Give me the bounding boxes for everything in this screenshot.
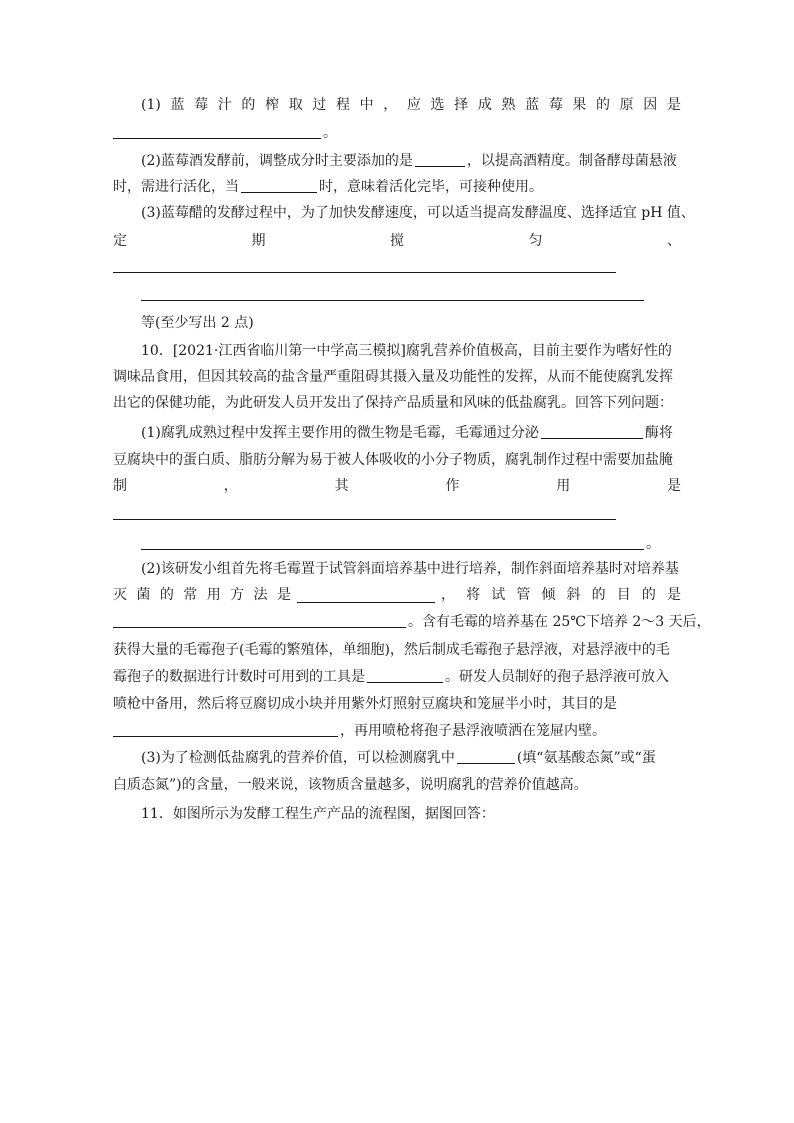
q10-part2-text: 获得大量的毛霉孢子(毛霉的繁殖体，单细胞)，然后制成毛霉孢子悬浮液，对悬浮液中的毛 xyxy=(113,642,670,658)
q9-part3-text: (3)蓝莓醋的发酵过程中，为了加快发酵速度，可以适当提高发酵温度、选择适宜 pH 值、 xyxy=(141,205,695,221)
spread-char: 榨 xyxy=(265,97,280,113)
q9-part2-line1 xyxy=(141,148,681,174)
q10-part2-text xyxy=(113,582,291,608)
spread-char: 方 xyxy=(230,587,245,603)
spread-char: 莓 xyxy=(194,97,209,113)
period: 。 xyxy=(646,536,660,552)
q10-part2-text: 喷枪中备用，然后将豆腐切成小块并用紫外灯照射豆腐块和笼屉半小时，其目的是 xyxy=(113,696,617,712)
q10-part2-line1 xyxy=(141,556,681,582)
q10-part2-line7 xyxy=(113,718,681,744)
q10-intro-line2 xyxy=(113,364,681,390)
answer-line[interactable] xyxy=(141,300,644,301)
spread-char: 蓝 xyxy=(525,97,540,113)
spread-char: 目 xyxy=(616,587,631,603)
spread-char: 常 xyxy=(183,587,198,603)
spread-char: 是 xyxy=(276,587,291,603)
q10-part1-text: 豆腐块中的蛋白质、脂肪分解为易于被人体吸收的小分子物质，腐乳制作过程中需要加盐腌 xyxy=(113,452,673,468)
q9-part3-line2 xyxy=(113,228,681,254)
spread-char: 匀 xyxy=(528,233,543,249)
spread-char: 作 xyxy=(445,478,460,494)
spread-char: 莓 xyxy=(548,97,563,113)
q10-part2-text: 。研发人员制好的孢子悬浮液可放入 xyxy=(445,669,669,685)
q9-part2-text: 时，意味着活化完毕，可接种使用。 xyxy=(319,179,543,195)
spread-char: 灭 xyxy=(113,587,127,603)
spread-char: ， xyxy=(223,478,238,494)
spread-char: 用 xyxy=(206,587,221,603)
spread-char: 的 xyxy=(641,587,656,603)
q10-part3-text: (3)为了检测低盐腐乳的营养价值，可以检测腐乳中 xyxy=(141,750,455,766)
q10-part3-line2 xyxy=(113,772,681,798)
q10-intro-line3 xyxy=(113,390,681,416)
spread-char: 的 xyxy=(591,587,606,603)
q10-part1-line4 xyxy=(141,531,681,557)
answer-blank[interactable] xyxy=(457,749,515,764)
q10-intro-text: 调味品食用，但因其较高的盐含量严重阻碍其摄入量及功能性的发挥，从而不能使腐乳发挥 xyxy=(113,369,673,385)
spread-char: 试 xyxy=(491,587,506,603)
spread-char: 的 xyxy=(596,97,611,113)
spread-char: 成 xyxy=(477,97,492,113)
spread-char: 原 xyxy=(619,97,634,113)
q10-part3-line1 xyxy=(141,745,681,771)
period: 。 xyxy=(323,125,337,141)
spread-char: ， xyxy=(441,587,455,603)
q10-part1-line1 xyxy=(141,420,681,446)
spread-char: 蓝 xyxy=(170,97,185,113)
spread-char: 斜 xyxy=(566,587,581,603)
spread-char: 菌 xyxy=(136,587,151,603)
spread-char: (1) xyxy=(141,97,161,113)
spread-char: 是 xyxy=(666,587,681,603)
q9-part3-line1 xyxy=(141,200,695,226)
q10-part1-text: (1)腐乳成熟过程中发挥主要作用的微生物是毛霉，毛霉通过分泌 xyxy=(141,425,539,441)
q10-part2-line3 xyxy=(113,609,711,635)
q10-part1-text: 酶将 xyxy=(644,425,673,441)
q10-part2-line5 xyxy=(113,664,681,690)
spread-char: 法 xyxy=(253,587,268,603)
spread-char: 程 xyxy=(335,97,350,113)
q10-part1-line3 xyxy=(113,473,681,499)
q9-part2-text: (2)蓝莓酒发酵前，调整成分时主要添加的是 xyxy=(141,153,413,169)
spread-char: 搅 xyxy=(390,233,404,249)
spread-char: 中 xyxy=(359,97,374,113)
spread-char: 制 xyxy=(113,478,127,494)
answer-line[interactable] xyxy=(113,272,616,273)
q10-part3-text: (填“氨基酸态氮”或“蛋 xyxy=(516,750,656,766)
q10-part3-text: 白质态氮”)的含量，一般来说，该物质含量越多，说明腐乳的营养价值越高。 xyxy=(113,777,588,793)
q10-part1-line2 xyxy=(113,447,681,473)
answer-blank[interactable] xyxy=(415,152,465,167)
spread-char: 将 xyxy=(466,587,481,603)
spread-char: 选 xyxy=(430,97,445,113)
spread-char: 过 xyxy=(312,97,327,113)
q9-part1-answer-line xyxy=(113,120,681,146)
answer-blank[interactable] xyxy=(241,178,317,193)
q9-part3-line3 xyxy=(141,310,681,336)
spread-char: 因 xyxy=(643,97,658,113)
q10-part2-line2 xyxy=(113,582,681,608)
q10-intro-text: 出它的保健功能，为此研发人员开发出了保持产品质量和风味的低盐腐乳。回答下列问题： xyxy=(113,395,673,411)
answer-blank[interactable] xyxy=(113,124,321,139)
q9-part2-line2 xyxy=(113,174,681,200)
q10-part2-text: 霉孢子的数据进行计数时可用到的工具是 xyxy=(113,669,365,685)
spread-char: 果 xyxy=(572,97,587,113)
q9-part1-line xyxy=(141,92,681,118)
spread-char: 取 xyxy=(288,97,303,113)
answer-blank[interactable] xyxy=(113,722,338,737)
spread-char: 是 xyxy=(666,478,681,494)
spread-char: 的 xyxy=(159,587,174,603)
spread-char: 用 xyxy=(556,478,571,494)
spread-char: 、 xyxy=(667,233,681,249)
spread-char: ， xyxy=(383,97,398,113)
answer-blank[interactable] xyxy=(141,535,644,550)
q10-intro-line1 xyxy=(141,338,681,364)
answer-line[interactable] xyxy=(113,519,616,520)
spread-char: 择 xyxy=(454,97,469,113)
q11-line1 xyxy=(141,801,681,827)
q10-part2-text xyxy=(441,582,681,608)
q10-part2-line6 xyxy=(113,691,681,717)
spread-char: 期 xyxy=(251,233,266,249)
q10-part2-line4 xyxy=(113,637,681,663)
q11-text: 11．如图所示为发酵工程生产产品的流程图，据图回答： xyxy=(141,806,495,822)
spread-char: 倾 xyxy=(541,587,556,603)
answer-blank[interactable] xyxy=(297,588,435,603)
q9-part2-text: 时，需进行活化，当 xyxy=(113,179,239,195)
spread-char: 其 xyxy=(334,478,349,494)
q10-part2-text: ，再用喷枪将孢子悬浮液喷洒在笼屉内壁。 xyxy=(340,723,606,739)
spread-char: 汁 xyxy=(217,97,232,113)
spread-char: 的 xyxy=(241,97,256,113)
q10-part2-text: (2)该研发小组首先将毛霉置于试管斜面培养基中进行培养，制作斜面培养基时对培养基 xyxy=(141,561,679,577)
q9-part3-text: 等(至少写出 2 点) xyxy=(141,315,254,331)
answer-blank[interactable] xyxy=(367,668,443,683)
q10-part2-text: 。含有毛霉的培养基在 25℃下培养 2～3 天后， xyxy=(408,614,711,630)
spread-char: 应 xyxy=(406,97,421,113)
answer-blank[interactable] xyxy=(113,613,406,628)
spread-char: 定 xyxy=(113,233,127,249)
answer-blank[interactable] xyxy=(541,424,643,439)
q10-intro-text: 10．[2021·江西省临川第一中学高三模拟]腐乳营养价值极高，目前主要作为嗜好性的 xyxy=(141,343,672,359)
spread-char: 管 xyxy=(516,587,531,603)
spread-char: 熟 xyxy=(501,97,516,113)
q9-part2-text: ，以提高酒精度。制备酵母菌悬液 xyxy=(466,153,677,169)
spread-char: 是 xyxy=(666,97,681,113)
